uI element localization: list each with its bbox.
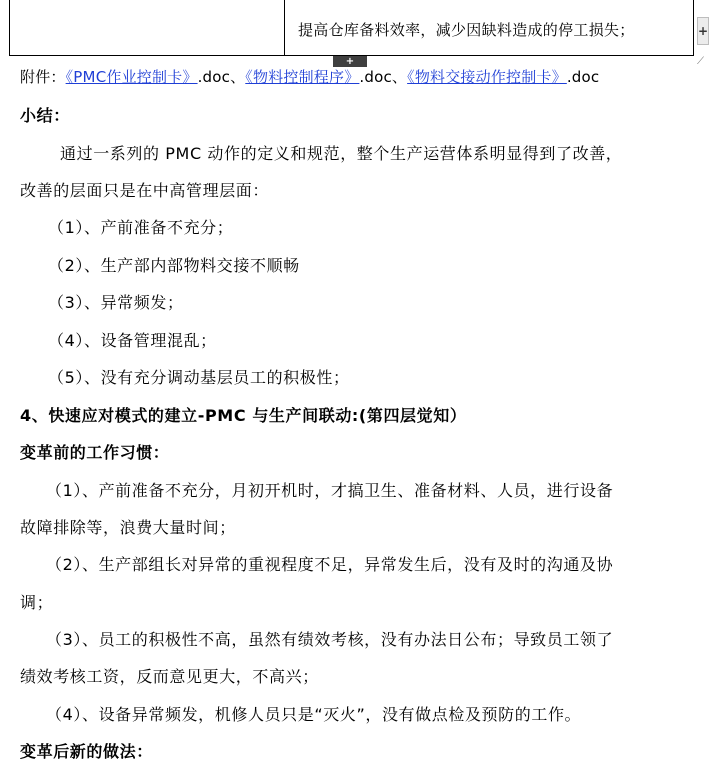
summary-paragraph-line: 改善的层面只是在中高管理层面： bbox=[20, 181, 270, 200]
attachment-ext: .doc bbox=[197, 68, 231, 86]
attachments-line bbox=[20, 66, 599, 87]
attachment-link-handover-card[interactable]: 《物料交接动作控制卡》 bbox=[407, 68, 567, 86]
summary-heading: 小结： bbox=[20, 106, 70, 125]
summary-list-item: （1）、产前准备不充分； bbox=[48, 218, 234, 237]
before-item-continuation: 绩效考核工资，反而意见更大，不高兴； bbox=[20, 667, 319, 686]
summary-list-item: （4）、设备管理混乱； bbox=[48, 331, 217, 350]
attachment-link-pmc-card[interactable]: 《PMC作业控制卡》 bbox=[65, 68, 198, 86]
before-item: （1）、产前准备不充分，月初开机时，才搞卫生、准备材料、人员，进行设备 bbox=[46, 481, 614, 500]
before-heading: 变革前的工作习惯： bbox=[20, 443, 170, 462]
summary-paragraph-line: 通过一系列的 PMC 动作的定义和规范，整个生产运营体系明显得到了改善， bbox=[60, 144, 623, 163]
table-resize-grip-icon[interactable]: ⟋ bbox=[697, 56, 704, 67]
summary-list-item: （3）、异常频发； bbox=[48, 293, 184, 312]
attachment-ext: .doc bbox=[566, 68, 600, 86]
summary-list-item: （5）、没有充分调动基层员工的积极性； bbox=[48, 368, 350, 387]
table-fragment bbox=[9, 0, 694, 56]
attachment-sep: 、 bbox=[391, 68, 408, 86]
table-cell-text: 提高仓库备料效率，减少因缺料造成的停工损失； bbox=[298, 21, 635, 39]
before-item-continuation: 故障排除等，浪费大量时间； bbox=[20, 518, 236, 537]
before-item: （3）、员工的积极性不高，虽然有绩效考核，没有办法日公布；导致员工领了 bbox=[46, 630, 614, 649]
attachment-link-material-procedure[interactable]: 《物料控制程序》 bbox=[245, 68, 360, 86]
table-column-divider bbox=[284, 0, 285, 55]
add-row-icon[interactable]: + bbox=[333, 56, 367, 67]
after-heading: 变革后新的做法： bbox=[20, 742, 153, 761]
attachments-prefix: 附件： bbox=[20, 68, 66, 86]
add-column-icon[interactable]: + bbox=[697, 17, 709, 45]
before-item: （4）、设备异常频发，机修人员只是“灭火”，没有做点检及预防的工作。 bbox=[46, 705, 582, 724]
section-heading: 4、快速应对模式的建立-PMC 与生产间联动:(第四层觉知） bbox=[20, 406, 467, 425]
attachment-sep: 、 bbox=[230, 68, 246, 86]
before-item-continuation: 调； bbox=[20, 593, 54, 612]
attachment-ext: .doc bbox=[359, 68, 392, 86]
before-item: （2）、生产部组长对异常的重视程度不足，异常发生后，没有及时的沟通及协 bbox=[46, 555, 614, 574]
summary-list-item: （2）、生产部内部物料交接不顺畅 bbox=[48, 256, 300, 275]
